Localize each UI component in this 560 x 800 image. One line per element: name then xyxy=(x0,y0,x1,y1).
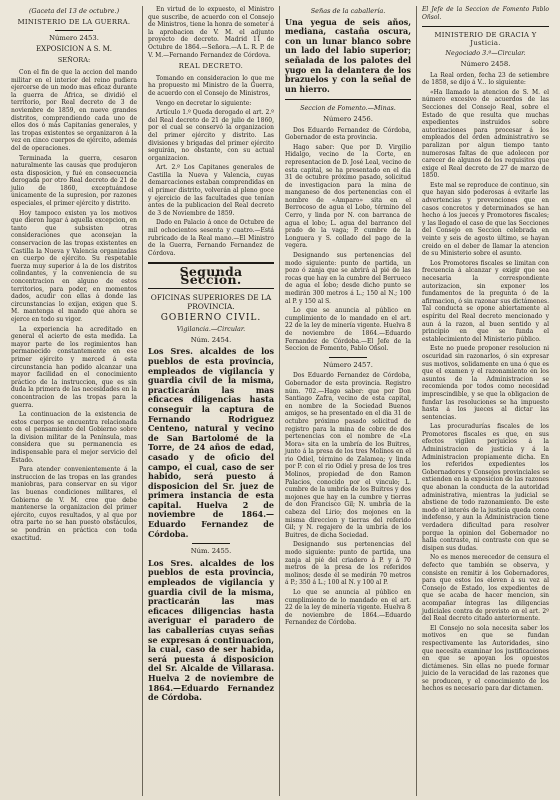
paragraph: No es menos merecedor de censura el defecto que también se observa, y consiste en remitir á los Gobernadores, para que estos los eleven á su vez al Consejo de Estado, los expedientes de que se acaba de hacer mencion, sin acompañar íntegras las diligencias judiciales contra de previsto en el art. 2º del Real decreto citado anteriormente. xyxy=(422,554,549,623)
column-2 xyxy=(143,6,280,796)
columns xyxy=(6,6,554,796)
announcement-number: Número 2456. xyxy=(323,114,373,123)
signature: El Jefe de la Seccion de Fomento Pablo Oñsol. xyxy=(422,6,549,21)
paragraph: Tomando en consideracion lo que me ha propuesto mi Ministro de la Guerra, de acuerdo con el Consejo de Ministros, xyxy=(148,74,274,97)
paragraph: Este mal se reproduce de continuo, sin que hayan sido poderosas á evitarle las advertencias y prevenciones que en casos concretos y determinados se han hecho á los jueces y Promotores fiscales; y las llegado el caso de que las Secciones del Consejo en Seccion celebrada en veinte y seis de agosto último, se hayan creido en el deber de llamar la atencion de su Ministerio sobre el asunto. xyxy=(422,181,549,258)
paragraph: Lo que se anuncia al público en cumplimiento de lo mandado en el art. 22 de la ley de minería vigente. Huelva 8 de noviembre de 1864.—Eduardo Fernandez de Córdoba.—El Jefe de la Seccion de Fomento, Pablo Oñsol. xyxy=(285,307,411,353)
paragraph: Artículo 1.º Queda derogado el art. 2.º del Real decreto de 21 de julio de 1860, por el cual se conservó la organizacion del primer ejército y distrito. Las divisiones y brigadas del primer ejército seguirán, no obstante, con su actual organizacion. xyxy=(148,109,274,162)
paragraph: Designando sus pertenencias del modo siguiente: punto de partida, un pozo ó zanja que se abrirá al pié de las rocas que hay en la cumbre del Berrueco de agua el lobo; desde dicho punto se medirán 300 metros á L.; 150 al N.; 100 al P. y 150 al S. xyxy=(285,252,411,305)
exposition-heading: EXPOSICION A S. M. xyxy=(36,44,112,53)
notice-title: Señas de la caballería. xyxy=(310,7,386,15)
section-heading: Segunda Seccion. xyxy=(148,262,274,288)
announcement-number: Número 2453. xyxy=(49,34,99,43)
paragraph: «Ha llamado la atencion de S. M. el número excesivo de acuerdos de las Secciones del Consejo Real, sobre el Estado de que resulta que muchas expedientes instruidos sobre autorizaciones para procesar á los empleados del órden administrativo se paralizan por algun tiempo tanto numerosas faltas de que adolecen por carecer de algunos de los requisitos que exige el Real decreto de 27 de marzo de 1850. xyxy=(422,88,549,180)
paragraph: Hoy tampoco existen ya los motivos que dieron lugar á aquella excepcion, en tanto que subsisten otras consideraciones que aconsejan la conservacion de las tropas existentes en Castilla la Nueva y Valencia organizadas en cuerpo de ejército. Su respetable fuerza muy superior á la de los distritos colindantes, y la conveniencia de su concentracion en alguno de estos territorios, para poder, en momentos dados, acudir con ellas á donde las circunstancias lo exijan, exigen que S. M. mantenga el mando que ahora se ejerce en todo su vigor. xyxy=(11,209,137,323)
paragraph: Lo que se anuncia al público en cumplimiento de lo mandado en el art. 22 de la ley de minería vigente. Huelva 8 de noviembre de 1864.—Eduardo Fernandez de Córdoba. xyxy=(285,588,411,627)
bold-notice: Los Sres. alcaldes de los pueblos de esta provincia, empleados de vigilancia y guardia civil de la misma, practicarán las mas eficaces diligencias hasta averiguar el paradero de las caballerías cuyas señas se expresan á continuacion, la cual, caso de ser habida, será puesta á disposicion del Sr. Alcalde de Villarasa. Huelva 2 de noviembre de 1864.—Eduardo Fernandez de Córdoba. xyxy=(148,557,274,703)
subsection-heading: Seccion de Fomento.—Minas. xyxy=(300,104,396,113)
announcement-number: Número 2458. xyxy=(460,59,511,68)
divider xyxy=(329,357,367,358)
salutation: SEÑORA: xyxy=(57,56,91,65)
paragraph: Para atender convenientemente á la instruccion de las tropas en las grandes maniobras, para conservar en su vigor las buenas condiciones militares, el Gobierno de V. M. cree que debe mantenerse la organizacion del primer ejército, cuyos resultados, y al que por otra parte no se han puesto obstáculos, se pondrán en práctica con toda exactitud. xyxy=(11,466,137,542)
divider xyxy=(192,543,230,544)
column-4 xyxy=(417,6,554,796)
paragraph: En virtud de lo expuesto, el Ministro que suscribe, de acuerdo con el Consejo de Ministros, tiene la honra de someter á la aprobacion de V. M. el adjunto proyecto de decreto. Madrid 11 de Octubre de 1864.—Señora.—A L. R. P. de V. M.—Fernando Fernandez de Córdova. xyxy=(148,6,274,59)
subsection-heading: Vigilancia.—Circular. xyxy=(176,325,246,334)
paragraph: Con el fin de que la accion del mando militar en el interior del reino pudiera ejercerse de un modo mas eficaz durante la guerra de África, se dividió el territorio, por Real decreto de 3 de noviembre de 1859, en nueve grandes distritos, comprendiendo cada uno de ellos dos ó más Capitanías generales, y las tropas existentes se organizaron á la vez en cinco cuerpos de ejército, además del de operaciones. xyxy=(11,68,137,152)
paragraph: Las procuradurías fiscales de los Promotores fiscales es que, en sus efectos vigilen perjuicios á la Administracion de justicia y á la Administracion propiamente dicha. En los referidos expedientes los Gobernadores y Consejos provinciales se extienden en la exposicion de las razones que abonan la conducta de la autoridad administrativa, mientras la judicial se abstiene de todo razonamiento. De este modo el interés de la justicia queda como indefenso, y aun la Administracion tiene verdadera dificultad para resolver porque la opinion del Gobernador no halla contraste, ni contraste con que se disipen sus dudas. xyxy=(422,423,549,552)
bold-notice: Una yegua de seis años, mediana, castaña oscura, con un lunar blanco sobre un lado del labio superior; señalada de los palotes del yugo en la delantera de los brazuelos y con la señal de un hierro. xyxy=(285,16,411,94)
paragraph: Dado en Palacio á once de Octubre de mil ochocientos sesenta y cuatro.—Está rubricado de la Real mano.—El Ministro de la Guerra, Fernando Fernandez de Córdova. xyxy=(148,219,274,257)
paragraph: Dos Eduardo Fernandez de Córdoba, Gobernador de esta provincia. Registro núm. 702.—Hago saber: que por Don Santiago Zafra, vecino de esta capital, en nombre de la Sociedad Buenos amigos, se ha presentado en el dia 31 de octubre próximo pasado solicitud de registro para la mina de cobre de dos pertenencias con el nombre de «La Mora» sita en la umbría de los Buitres, junto á la presa de los tres Molinos en el rio Odiel, término de Zalamea; y linda por P. con el rio Odiel y presa de los tres Molinos, propiedad de don Ramon Palacios, conocido por el vinculo; L. cumbre de la umbría de los Buitres y dos mojones que hay en la cumbre y tierras de don Francisco Gil; N. umbría de la cabeza del Lirio; dos mojones en la misma direccion y tierras del referido Gil; y N. regajero de la umbría de los Buitres, de dicha Sociedad. xyxy=(285,372,411,539)
paragraph: Art. 2.º Los Capitanes generales de Castilla la Nueva y Valencia, cuyas demarcaciones estaban comprendidas en el primer distrito, volverán al pleno goce y ejercicio de las facultades que tenían antes de la publicacion del Real decreto de 3 de Noviembre de 1859. xyxy=(148,164,274,217)
royal-decree-heading: REAL DECRETO. xyxy=(178,62,244,71)
paragraph: Hago saber: Que por D. Virgilio Hidalgo, vecino de la Corte, en representacion de D. José Leal, vecino de esta capital, se ha presentado en el dia 31 de octubre próximo pasado, solicitud de investigacion para la mina de manganeso de dos pertenencias con el nombre de «Amparo» sita en el Berrocoso de agua el Lobo, término del Cerro, y linda por N. con barranca de agua el lobo; L. agua del barranco del prado de la vaga; P. cumbre de la Longuera y S. collado del pago de la vegera. xyxy=(285,143,411,250)
civil-government-heading: GOBIERNO CIVIL. xyxy=(160,312,262,323)
paragraph: Este no puede proponer resolucion ni oscuridad sin razonarlos, ó sin expresar sus motivos, solidamente en una ó que es que el examen y el razonamiento en los asuntos de la Administracion se recomienda por todos como necesidad imprescindible, y se que la obligacion de fundar las resoluciones se ha impuesto hasta á los jueces al dictar las sentencias. xyxy=(422,345,549,421)
subsection-heading: Negociado 3.º—Circular. xyxy=(445,49,526,58)
paragraph: Designando sus pertenencias del modo siguiente: punto de partida, una zanja al pié del criadero á P. y á 70 metros de la presa de los referidos molinos; desde él se medirán 70 metros á P.; 350 á L.; 100 al N. y 100 al P. xyxy=(285,541,411,587)
paragraph: La Real orden, fecha 23 de setiembre de 1858, se dijo á V... lo siguiente: xyxy=(422,71,549,87)
paragraph: Terminada la guerra, cesaron naturalmente las causas que produjeron esta disposicion, y fué en consecuencia derogada por otro Real decreto de 21 de julio de 1860, exceptuándose únicamente de la supresion, por razones especiales, el primer ejército y distrito. xyxy=(11,154,137,208)
paragraph: Los Promotores fiscales se limitan con frecuencia á alcanzar y exigir que sea necesaria la correspondiente autorizacion, sin exponer los fundamentos de la pregunta ó de la afirmacion, ó sin razonar sus dictámenes. Tal conducta se opone abiertamente al espíritu del Real decreto mencionado y aun á la razon, al buen sentido y al principio en que se funda el establecimiento del Ministerio público. xyxy=(422,259,549,343)
ministry-heading: MINISTERIO DE LA GUERRA. xyxy=(17,17,131,26)
paragraph: La experiencia ha acreditado en general el acierto de esta medida. La mayor parte de los regimientos han permanecido constantemente en ese primer ejército y merced á esta circunstancia han podido alcanzar una mayor facilidad en el conocimiento práctico de la instruccion, que es sin duda la primera de las necesidades en la concentracion de las tropas para la guerra. xyxy=(11,325,137,409)
paragraph: Dos Eduardo Fernandez de Córdoba, Gobernador de esta provincia. xyxy=(285,126,411,142)
paragraph: Vengo en decretar lo siguiente: xyxy=(156,99,252,107)
divider xyxy=(55,30,93,31)
column-1 xyxy=(6,6,143,796)
bold-notice: Los Sres. alcaldes de los pueblos de esta provincia, empleados de vigilancia y guardia civil de la misma, practicarán las mas eficaces diligencias hasta conseguir la captura de Fernando Rodriguez Centeno, natural y vecino de San Bartolomé de la Torre, de 24 años de edad, casado y de oficio del campo, el cual, caso de ser habido, será puesto á disposicion del Sr. juez de primera instancia de esta capital. Huelva 2 de noviembre de 1864.—Eduardo Fernandez de Córdoba. xyxy=(148,346,274,539)
paragraph: La continuacion de la existencia de estos cuerpos se encuentra relacionada con el pensamiento del Gobierno sobre la division militar de la Península, mas considera que su permanencia es indispensable para el mejor servicio del Estado. xyxy=(11,411,137,464)
announcement-number: Número 2457. xyxy=(323,360,373,369)
announcement-number: Núm. 2454. xyxy=(190,335,232,344)
gazette-date: (Gaceta del 13 de octubre.) xyxy=(28,7,120,15)
ministry-heading: MINISTERIO DE GRACIA Y Justicia. xyxy=(434,31,537,47)
paragraph: El Consejo no sola necesita saber los motivos en que se fundan respectivamente las Autoridades, sino que necesita examinar los justificaciones en que se apoyan los opuestos dictámenes. Sin ellas no puede formar juicio de la veracidad de las razones que se producen, y el conocimiento de los hechos es necesario para dar dictamen. xyxy=(422,624,549,693)
announcement-number: Núm. 2455. xyxy=(190,547,232,556)
offices-heading: OFICINAS SUPERIORES DE LA PROVINCIA. xyxy=(150,292,272,311)
column-3 xyxy=(280,6,417,796)
divider xyxy=(422,26,549,27)
divider xyxy=(285,99,411,100)
